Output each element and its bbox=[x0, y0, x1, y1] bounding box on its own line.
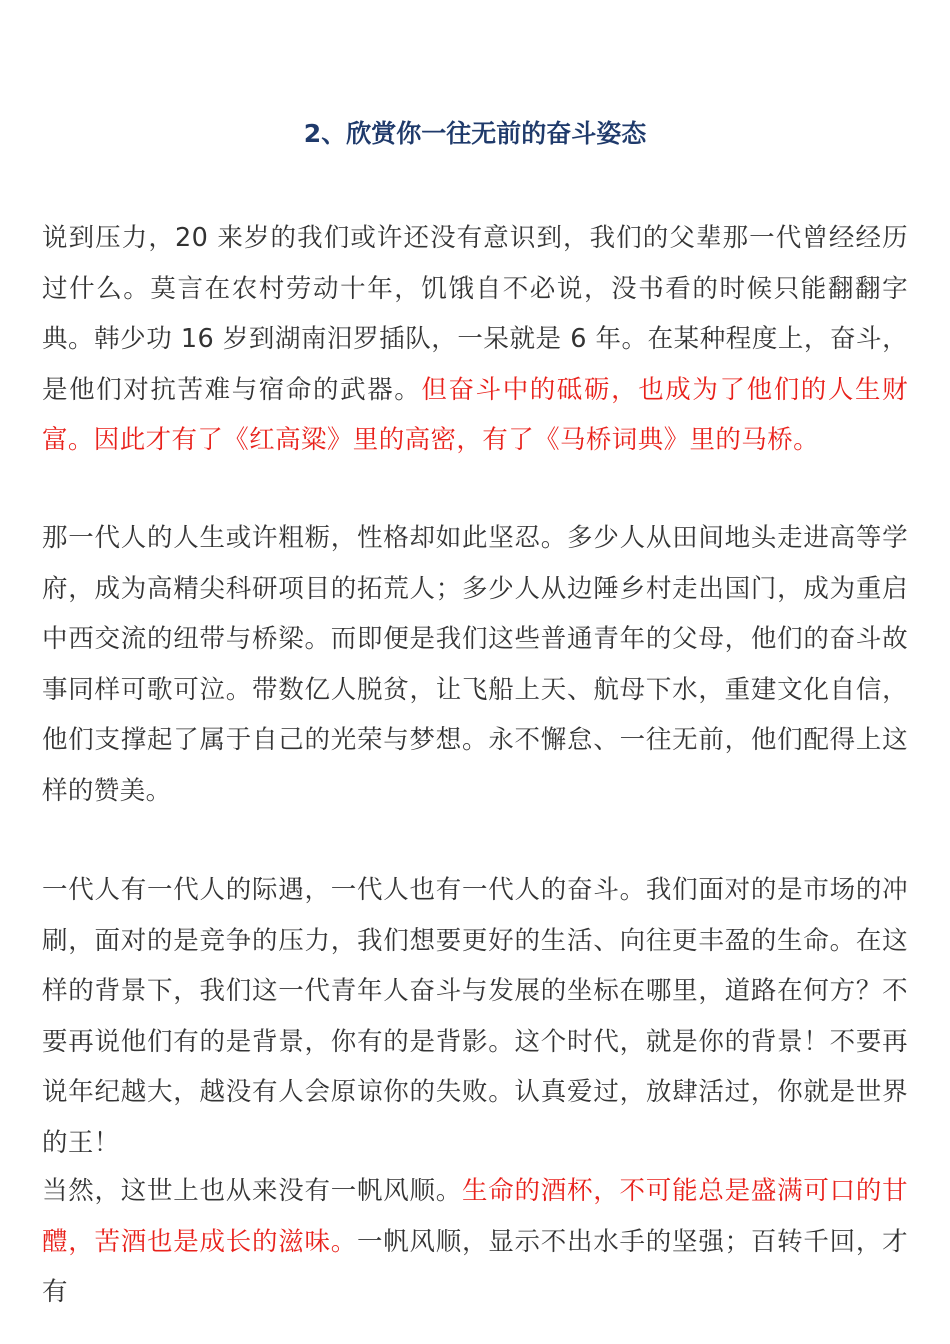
paragraph-1-highlight: 但奋斗中的砥砺，也成为了他们的人生财富。因此才有了《红高粱》里的高密，有了《马桥词典》里的马桥。 bbox=[42, 374, 909, 455]
paragraph-4-text-start: 当然，这世上也从来没有一帆风顺。 bbox=[42, 1176, 463, 1206]
paragraph-4-highlight: 生命的酒杯，不可能总是盛满可口的甘醴，苦酒也是成长的滋味。 bbox=[42, 1176, 908, 1257]
paragraph-4-text-end: 一帆风顺，显示不出水手的坚强；百转千回，才有 bbox=[42, 1226, 908, 1307]
paragraph-1-text: 说到压力，20 来岁的我们或许还没有意识到，我们的父辈那一代曾经经历过什么。莫言在农村劳动十年，饥饿自不必说，没书看的时候只能翻翻字典。韩少功 16 岁到湖南汨罗插队，一呆就是 6 年。在某种程度上，奋斗，是他们对抗苦难与宿命的武器。 bbox=[42, 223, 908, 405]
paragraph-4 bbox=[42, 1166, 908, 1318]
paragraph-3: 一代人有一代人的际遇，一代人也有一代人的奋斗。我们面对的是市场的冲刷，面对的是竞争的压力，我们想要更好的生活、向往更丰盈的生命。在这样的背景下，我们这一代青年人奋斗与发展的坐标在哪里，道路在何方？不要再说他们有的是背景，你有的是背影。这个时代，就是你的背景！不要再说年纪越大，越没有人会原谅你的失败。认真爱过，放肆活过，你就是世界的王！ bbox=[42, 875, 908, 1158]
paragraph-2: 那一代人的人生或许粗粝，性格却如此坚忍。多少人从田间地头走进高等学府，成为高精尖科研项目的拓荒人；多少人从边陲乡村走出国门，成为重启中西交流的纽带与桥梁。而即便是我们这些普通青年的父母，他们的奋斗故事同样可歌可泣。带数亿人脱贫，让飞船上天、航母下水，重建文化自信，他们支撑起了属于自己的光荣与梦想。永不懈怠、一往无前，他们配得上这样的赞美。 bbox=[42, 523, 908, 806]
section-title: 2、欣赏你一往无前的奋斗姿态 bbox=[303, 119, 647, 148]
paragraph-1 bbox=[42, 213, 908, 466]
